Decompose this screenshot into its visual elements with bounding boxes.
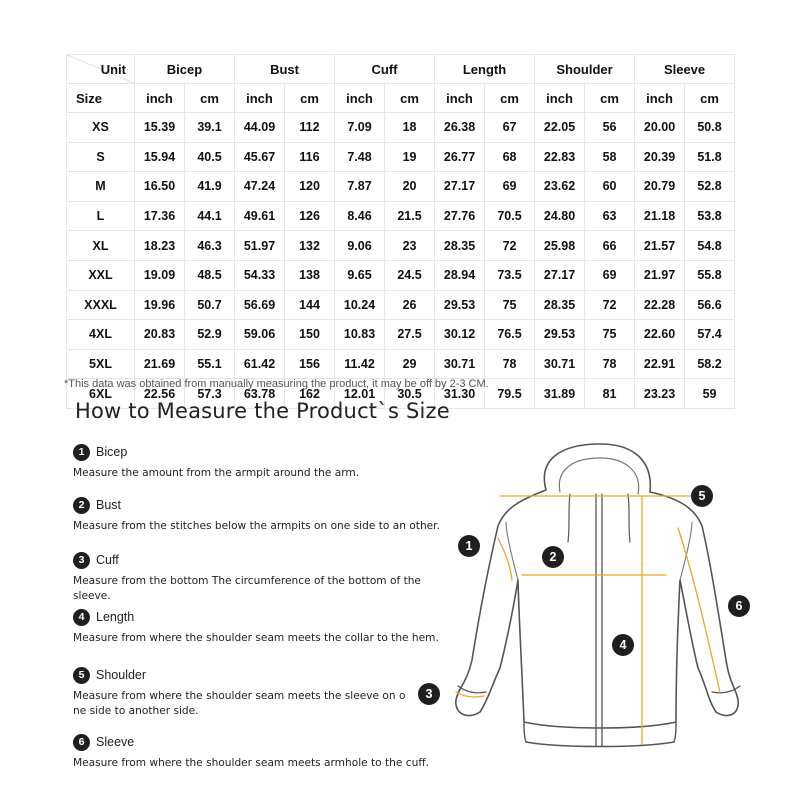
measurement-cell: 20.00 <box>635 113 685 143</box>
marker-sleeve: 6 <box>728 595 750 617</box>
measurement-cell: 53.8 <box>685 201 735 231</box>
measurement-footnote: *This data was obtained from manually measuring the product, it may be off by 2-3 CM. <box>64 378 489 390</box>
measurement-cell: 27.5 <box>385 320 435 350</box>
unit-header: inch <box>635 84 685 113</box>
measurement-cell: 21.69 <box>135 349 185 379</box>
unit-header: inch <box>335 84 385 113</box>
step-number-badge: 5 <box>73 667 90 684</box>
step-length <box>73 608 453 646</box>
size-cell: XS <box>67 113 135 143</box>
step-name: Bust <box>96 498 122 512</box>
measurement-cell: 66 <box>585 231 635 261</box>
measurement-cell: 25.98 <box>535 231 585 261</box>
step-description: Measure from the stitches below the armpits on one side to an other. <box>73 520 440 532</box>
marker-cuff: 3 <box>418 683 440 705</box>
drawstring-right <box>628 494 630 542</box>
measurement-cell: 81 <box>585 379 635 409</box>
sleeve-guide <box>678 528 720 692</box>
size-chart-table <box>66 54 735 409</box>
measurement-cell: 75 <box>585 320 635 350</box>
group-header-shoulder: Shoulder <box>535 55 635 84</box>
measurement-cell: 29.53 <box>435 290 485 320</box>
measurement-cell: 23 <box>385 231 435 261</box>
unit-header: cm <box>685 84 735 113</box>
unit-header: inch <box>235 84 285 113</box>
measurement-cell: 30.5 <box>385 379 435 409</box>
measurement-cell: 9.65 <box>335 260 385 290</box>
measurement-cell: 55.8 <box>685 260 735 290</box>
step-name: Shoulder <box>96 668 147 682</box>
marker-length: 4 <box>612 634 634 656</box>
measurement-cell: 27.17 <box>435 172 485 202</box>
unit-header: cm <box>385 84 435 113</box>
unit-header: cm <box>585 84 635 113</box>
measurement-cell: 56.69 <box>235 290 285 320</box>
step-number-badge: 4 <box>73 609 90 626</box>
step-description: Measure from where the shoulder seam meets armhole to the cuff. <box>73 757 429 769</box>
measurement-cell: 60 <box>585 172 635 202</box>
size-header-cell <box>67 84 135 113</box>
measurement-cell: 30.12 <box>435 320 485 350</box>
measurement-cell: 10.83 <box>335 320 385 350</box>
table-row <box>67 142 735 172</box>
measurement-cell: 46.3 <box>185 231 235 261</box>
measurement-cell: 20.83 <box>135 320 185 350</box>
hood-inner <box>559 458 638 494</box>
header-row-units <box>67 84 735 113</box>
drawstring-left <box>568 494 570 542</box>
measurement-cell: 30.71 <box>435 349 485 379</box>
measurement-cell: 50.8 <box>685 113 735 143</box>
measurement-cell: 78 <box>485 349 535 379</box>
measurement-cell: 10.24 <box>335 290 385 320</box>
measurement-cell: 138 <box>285 260 335 290</box>
step-number-badge: 1 <box>73 444 90 461</box>
measurement-cell: 27.17 <box>535 260 585 290</box>
measurement-cell: 26 <box>385 290 435 320</box>
step-description-line: Measure from where the shoulder seam meets the sleeve on o <box>73 690 406 702</box>
hood-outline <box>544 444 650 492</box>
measurement-cell: 18.23 <box>135 231 185 261</box>
measurement-cell: 29 <box>385 349 435 379</box>
measurement-cell: 41.9 <box>185 172 235 202</box>
measurement-cell: 50.7 <box>185 290 235 320</box>
measurement-cell: 156 <box>285 349 335 379</box>
measurement-cell: 116 <box>285 142 335 172</box>
measurement-cell: 27.76 <box>435 201 485 231</box>
measurement-cell: 21.18 <box>635 201 685 231</box>
measurement-cell: 75 <box>485 290 535 320</box>
size-label: Size <box>76 90 103 106</box>
measurement-cell: 57.3 <box>185 379 235 409</box>
measurement-cell: 56 <box>585 113 635 143</box>
step-shoulder <box>73 666 453 719</box>
step-number-badge: 3 <box>73 552 90 569</box>
unit-header: cm <box>185 84 235 113</box>
bicep-guide <box>498 538 512 580</box>
measurement-cell: 18 <box>385 113 435 143</box>
measurement-cell: 7.87 <box>335 172 385 202</box>
step-name: Sleeve <box>96 735 135 749</box>
measurement-cell: 51.97 <box>235 231 285 261</box>
measurement-cell: 16.50 <box>135 172 185 202</box>
size-cell: S <box>67 142 135 172</box>
measurement-cell: 162 <box>285 379 335 409</box>
measurement-cell: 69 <box>485 172 535 202</box>
measurement-cell: 24.5 <box>385 260 435 290</box>
measurement-cell: 20 <box>385 172 435 202</box>
corner-cell <box>67 55 135 84</box>
measurement-cell: 22.05 <box>535 113 585 143</box>
measurement-cell: 23.62 <box>535 172 585 202</box>
header-row-groups <box>67 55 735 84</box>
measurement-cell: 15.94 <box>135 142 185 172</box>
measurement-cell: 54.8 <box>685 231 735 261</box>
table-row <box>67 349 735 379</box>
measurement-cell: 28.94 <box>435 260 485 290</box>
size-cell: 5XL <box>67 349 135 379</box>
measurement-cell: 76.5 <box>485 320 535 350</box>
hoodie-diagram <box>410 430 800 770</box>
group-header-length: Length <box>435 55 535 84</box>
measurement-cell: 68 <box>485 142 535 172</box>
measurement-cell: 21.57 <box>635 231 685 261</box>
measurement-cell: 73.5 <box>485 260 535 290</box>
unit-header: cm <box>285 84 335 113</box>
measurement-cell: 22.28 <box>635 290 685 320</box>
measurement-cell: 28.35 <box>435 231 485 261</box>
step-description: Measure the amount from the armpit around the arm. <box>73 467 360 479</box>
measurement-cell: 59 <box>685 379 735 409</box>
step-description <box>73 689 453 719</box>
measurement-cell: 63.78 <box>235 379 285 409</box>
measurement-cell: 28.35 <box>535 290 585 320</box>
marker-shoulder: 5 <box>691 485 713 507</box>
size-cell: M <box>67 172 135 202</box>
step-description: Measure from the bottom The circumference of the bottom of the sleeve. <box>73 575 421 602</box>
measurement-cell: 40.5 <box>185 142 235 172</box>
measurement-cell: 30.71 <box>535 349 585 379</box>
measurement-cell: 24.80 <box>535 201 585 231</box>
measurement-cell: 12.01 <box>335 379 385 409</box>
unit-header: inch <box>535 84 585 113</box>
measurement-cell: 31.89 <box>535 379 585 409</box>
step-cuff <box>73 551 453 604</box>
measurement-cell: 61.42 <box>235 349 285 379</box>
size-cell: L <box>67 201 135 231</box>
table-row <box>67 113 735 143</box>
step-bicep <box>73 443 453 481</box>
marker-bicep: 1 <box>458 535 480 557</box>
measurement-cell: 69 <box>585 260 635 290</box>
step-description-line: ne side to another side. <box>73 705 199 717</box>
table-row <box>67 320 735 350</box>
measurement-cell: 19 <box>385 142 435 172</box>
step-name: Cuff <box>96 553 119 567</box>
group-header-bicep: Bicep <box>135 55 235 84</box>
measurement-cell: 20.39 <box>635 142 685 172</box>
measurement-cell: 44.09 <box>235 113 285 143</box>
unit-label: Unit <box>100 62 126 77</box>
measurement-cell: 20.79 <box>635 172 685 202</box>
measurement-cell: 22.83 <box>535 142 585 172</box>
measurement-cell: 67 <box>485 113 535 143</box>
measurement-cell: 52.9 <box>185 320 235 350</box>
measurement-cell: 52.8 <box>685 172 735 202</box>
measurement-cell: 120 <box>285 172 335 202</box>
table-row <box>67 260 735 290</box>
step-sleeve <box>73 733 453 771</box>
measurement-cell: 56.6 <box>685 290 735 320</box>
step-name: Length <box>96 610 135 624</box>
measurement-cell: 58 <box>585 142 635 172</box>
measurement-cell: 72 <box>485 231 535 261</box>
measurement-cell: 59.06 <box>235 320 285 350</box>
measurement-cell: 57.4 <box>685 320 735 350</box>
measurement-cell: 29.53 <box>535 320 585 350</box>
measurement-cell: 7.09 <box>335 113 385 143</box>
measurement-cell: 26.38 <box>435 113 485 143</box>
size-cell: XXL <box>67 260 135 290</box>
measurement-cell: 44.1 <box>185 201 235 231</box>
measurement-cell: 72 <box>585 290 635 320</box>
table-row <box>67 201 735 231</box>
step-bust <box>73 496 453 534</box>
measurement-cell: 15.39 <box>135 113 185 143</box>
measurement-cell: 126 <box>285 201 335 231</box>
step-number-badge: 2 <box>73 497 90 514</box>
measurement-cell: 31.30 <box>435 379 485 409</box>
measurement-cell: 9.06 <box>335 231 385 261</box>
table-row <box>67 172 735 202</box>
step-number-badge: 6 <box>73 734 90 751</box>
marker-bust: 2 <box>542 546 564 568</box>
measurement-cell: 78 <box>585 349 635 379</box>
group-header-bust: Bust <box>235 55 335 84</box>
measurement-cell: 150 <box>285 320 335 350</box>
measurement-cell: 132 <box>285 231 335 261</box>
measurement-cell: 39.1 <box>185 113 235 143</box>
unit-header: cm <box>485 84 535 113</box>
measurement-cell: 112 <box>285 113 335 143</box>
measurement-cell: 79.5 <box>485 379 535 409</box>
measurement-cell: 22.91 <box>635 349 685 379</box>
step-name: Bicep <box>96 445 128 459</box>
measurement-cell: 19.96 <box>135 290 185 320</box>
size-cell: XL <box>67 231 135 261</box>
size-cell: 4XL <box>67 320 135 350</box>
measurement-cell: 55.1 <box>185 349 235 379</box>
sleeve-seam-left <box>506 522 518 580</box>
measurement-cell: 47.24 <box>235 172 285 202</box>
measurement-cell: 21.97 <box>635 260 685 290</box>
measurement-cell: 144 <box>285 290 335 320</box>
measurement-cell: 21.5 <box>385 201 435 231</box>
measurement-cell: 70.5 <box>485 201 535 231</box>
step-description: Measure from where the shoulder seam meets the collar to the hem. <box>73 632 439 644</box>
unit-header: inch <box>135 84 185 113</box>
size-cell: XXXL <box>67 290 135 320</box>
group-header-sleeve: Sleeve <box>635 55 735 84</box>
measurement-cell: 45.67 <box>235 142 285 172</box>
measurement-cell: 48.5 <box>185 260 235 290</box>
measurement-cell: 23.23 <box>635 379 685 409</box>
guide-title: How to Measure the Product`s Size <box>75 399 450 423</box>
measurement-cell: 54.33 <box>235 260 285 290</box>
measurement-cell: 22.56 <box>135 379 185 409</box>
group-header-cuff: Cuff <box>335 55 435 84</box>
measurement-cell: 63 <box>585 201 635 231</box>
measurement-cell: 8.46 <box>335 201 385 231</box>
measurement-cell: 19.09 <box>135 260 185 290</box>
measurement-cell: 22.60 <box>635 320 685 350</box>
table-row <box>67 290 735 320</box>
measurement-cell: 58.2 <box>685 349 735 379</box>
size-cell: 6XL <box>67 379 135 409</box>
measurement-cell: 49.61 <box>235 201 285 231</box>
measurement-cell: 7.48 <box>335 142 385 172</box>
measurement-cell: 26.77 <box>435 142 485 172</box>
table-row <box>67 231 735 261</box>
body-outline <box>456 490 738 728</box>
unit-header: inch <box>435 84 485 113</box>
measurement-cell: 17.36 <box>135 201 185 231</box>
measurement-cell: 11.42 <box>335 349 385 379</box>
measurement-cell: 51.8 <box>685 142 735 172</box>
